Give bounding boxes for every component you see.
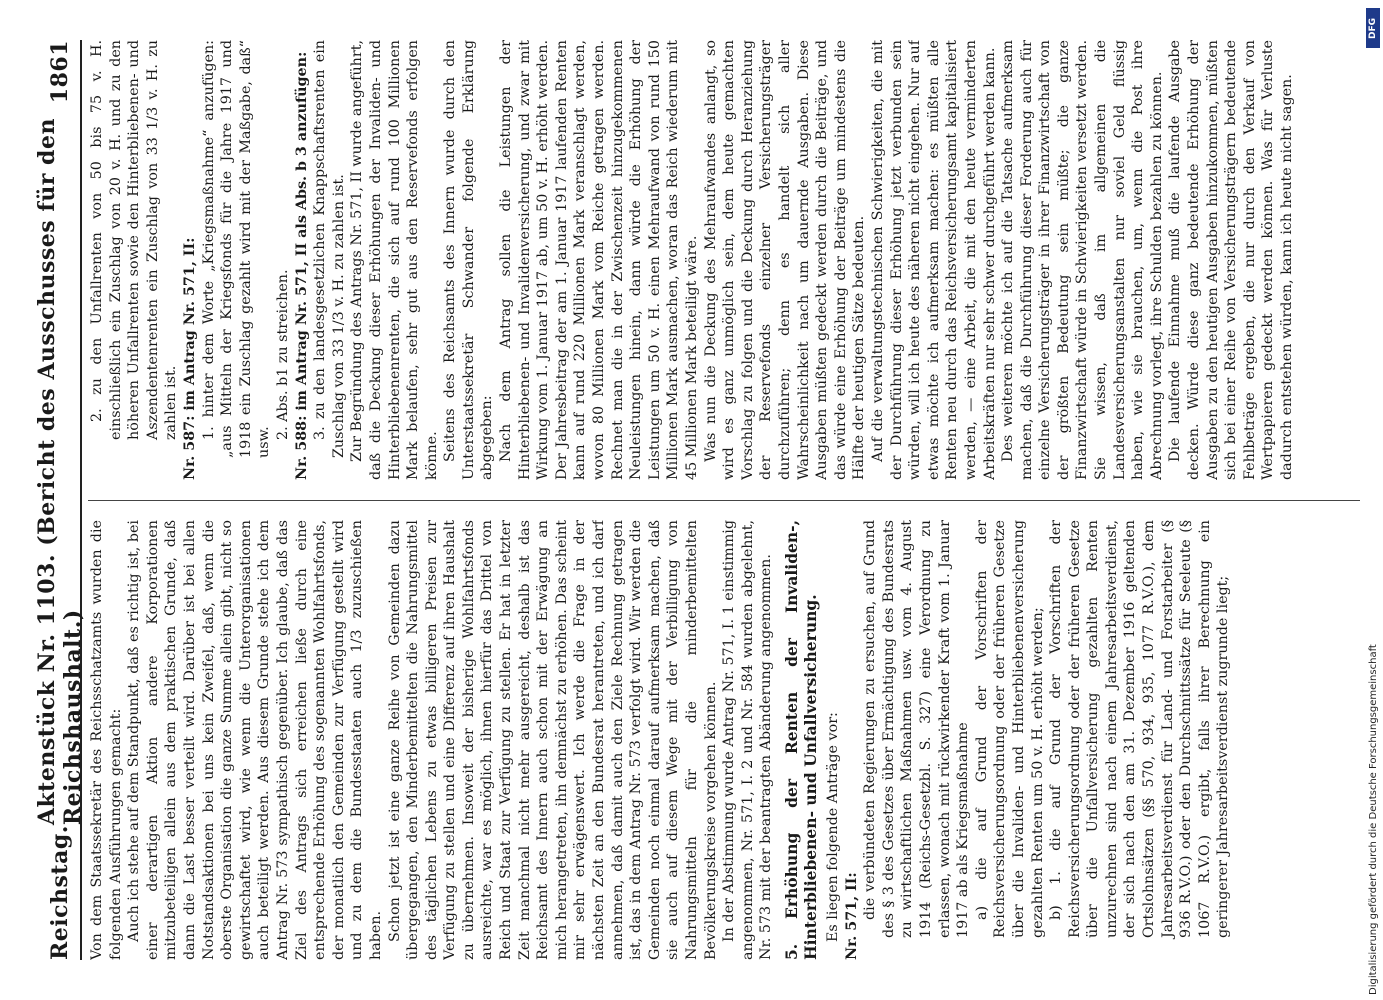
left-column: [88, 520, 1360, 960]
motion-588-ref: Nr. 588: im Antrag Nr. 571, II als Abs. b 3 anzufügen:: [293, 51, 310, 480]
paragraph: Schon jetzt ist eine ganze Reihe von Gemeinden dazu übergegangen, den Minderbemittelten die Nahrungsmittel des täglichen Lebens zu etwas billigeren Preisen zur Verfügung zu stellen und eine Differenz auf ihren Haushalt zu übernehmen. Insoweit der bisherige Wohlfahrtsfonds ausreichte, war es möglich, ihnen hierfür das Drittel von Reich und Staat zur Verfügung zu stellen. Er hat in letzter Zeit manchmal nicht mehr ausgereicht, deshalb ist das Reichsamt des Innern auch schon mit der Erwägung an mich herangetreten, ihn demnächst zu erhöhen. Das scheint mir sehr erwägenswert. Ich werde die Frage in der nächsten Zeit an den Bundesrat herantreten, und ich darf annehmen, daß damit auch den Ziele Rechnung getragen ist, das in dem Antrag Nr. 573 verfolgt wird. Wir werden die Gemeinden noch einmal darauf aufmerksam machen, daß sie auch auf diesem Wege mit der Verbilligung von Nahrungsmitteln für die minderbemittelten Bevölkerungskreise vorgehen können.: [386, 520, 719, 960]
header-left: Reichstag.: [47, 825, 73, 960]
dfg-logo: DFG: [1366, 8, 1380, 48]
motion-ref: Nr. 571, II:: [843, 872, 860, 960]
motion-text: die verbündeten Regierungen zu ersuchen, auf Grund des § 3 des Gesetzes über Ermächtigung des Bundesrats zu wirtschaftlichen Maßnahmen usw. vom 4. August 1914 (Reichs-Gesetzbl. S. 327) eine Verordnung zu erlassen, wonach mit rückwirkender Kraft vom 1. Januar 1917 ab als Kriegsmaßnahme: [862, 520, 972, 938]
paragraph: Was nun die Deckung des Mehraufwandes anlangt, so wird es ganz unmöglich sein, dem heute gemachten Vorschlag zu folgen und die Deckung durch Heranziehung der Reservefonds einzelner Versicherungsträger durchzuführen; denn es handelt sich aller Wahrscheinlichkeit nach um dauernde Ausgaben. Diese Ausgaben müßten gedeckt werden durch die Beiträge, und das würde eine Erhöhung der Beiträge um mindestens die Hälfte der heutigen Sätze bedeuten.: [702, 40, 868, 480]
header-center: Aktenstück Nr. 1103. (Bericht des Ausschusses für den Reichshaushalt.): [34, 118, 86, 826]
motion-588-3: 3. zu den landesgesetzlichen Knappschaftsrenten ein Zuschlag von 33 1/3 v. H. zu zahlen ist.: [312, 40, 347, 458]
motion-587-1: 1. hinter dem Worte „Kriegsmaßnahme“ anzufügen: „aus Mitteln der Kriegsfonds für die Jahre 1917 und 1918 ein Zuschlag gezahlt wird mit der Maßgabe, daß“ usw.: [200, 40, 273, 458]
page-header: [34, 40, 86, 960]
item-b2: 2. zu den Unfallrenten von 50 bis 75 v. H. einschließlich ein Zuschlag von 20 v. H. und zu den höheren Unfallrenten sowie den Hinterbliebenen- und Aszendentenrenten ein Zuschlag von 33 1/3 v. H. zu zahlen ist.: [89, 40, 180, 440]
digitization-note: Digitalisierung gefördert durch die Deutsche Forschungsgemeinschaft: [1368, 644, 1379, 995]
paragraph: Von dem Staatssekretär des Reichsschatzamts wurden die folgenden Ausführungen gemacht:: [89, 520, 124, 960]
page-number: 1861: [47, 40, 73, 104]
motion-587-2: 2. Abs. b1 zu streichen.: [274, 269, 291, 440]
intro: Es liegen folgende Anträge vor:: [824, 712, 841, 942]
paragraph: In der Abstimmung wurde Antrag Nr. 571, I. 1 einstimmig angenommen, Nr. 571, I. 2 und Nr. 584 wurden abgelehnt, Nr. 573 mit der beantragten Abänderung angenommen.: [721, 520, 775, 960]
rotated-sheet: [34, 40, 1360, 960]
column-divider: [88, 500, 1360, 501]
paragraph: Nach dem Antrag sollen die Leistungen der Hinterbliebenen- und Invalidenversicherung, und zwar mit Wirkung vom 1. Januar 1917 ab, um 50 v. H. erhöht werden. Der Jahresbeitrag der am 1. Januar 1917 laufenden Renten kann auf rund 220 Millionen Mark veranschlagt werden, wovon 80 Millionen Mark vom Reiche getragen werden. Rechnet man die in der Zwischenzeit hinzugekommenen Neuleistungen hinein, dann würde die Erhöhung der Leistungen um 50 v. H. einen Mehraufwand von rund 150 Millionen Mark ausmachen, woran das Reich wiederum mit 45 Millionen Mark beteiligt wäre.: [498, 40, 700, 480]
right-column: [88, 40, 1360, 480]
columns: [88, 40, 1360, 960]
paragraph: Des weiteren möchte ich auf die Tatsache aufmerksam machen, daß die Durchführung dieser Forderung auch für einzelne Versicherungsträger in ihrer Finanzwirtschaft von der größten Bedeutung sein müßte; die ganze Finanzwirtschaft würde in Schwierigkeiten versetzt werden. Sie wissen, daß im allgemeinen die Landesversicherungsanstalten nur soviel Geld flüssig haben, wie sie brauchen, um, wenn die Post ihre Abrechnung vorlegt, ihre Schulden bezahlen zu können.: [1000, 40, 1165, 480]
paragraph: Zur Begründung des Antrags Nr. 571, II wurde angeführt, daß die Deckung dieser Erhöhungen der Invaliden- und Hinterbliebenenrenten, die sich auf rund 100 Millionen Mark belaufen, sehr gut aus den Reservefonds erfolgen könne.: [349, 40, 440, 480]
item-a: a) die auf Grund der Vorschriften der Reichsversicherungsordnung oder der früheren Gesetze über die Invaliden- und Hinterbliebenenversicherung gezahlten Renten um 50 v. H. erhöht werden;: [973, 520, 1046, 938]
paragraph: Seitens des Reichsamts des Innern wurde durch den Unterstaatssekretär Schwander folgende Erklärung abgegeben:: [442, 40, 496, 480]
paragraph: Die laufende Einnahme muß die laufende Ausgabe decken. Würde diese ganz bedeutende Erhöhung der Ausgaben zu den heutigen Ausgaben hinzukommen, müßten sich bei einer Reihe von Versicherungsträgern bedeutende Fehlbeträge ergeben, die nur durch den Verkauf von Wertpapieren gedeckt werden können. Was für Verluste dadurch entstehen würden, kann ich heute nicht sagen.: [1167, 40, 1295, 480]
paragraph: Auch ich stehe auf dem Standpunkt, daß es richtig ist, bei einer derartigen Aktion andere Korporationen mitzubeteiligen allein aus dem praktischen Grunde, daß dann die Last besser verteilt wird. Darüber ist bei allen Notstandsaktionen bei uns kein Zweifel, daß, wenn die oberste Organisation die ganze Summe allein gibt, nicht so gewirtschaftet wird, wie wenn die Unterorganisationen auch beteiligt werden. Aus diesem Grunde stehe ich dem Antrag Nr. 573 sympathisch gegenüber. Ich glaube, daß das Ziel des Antrags sich erreichen ließe durch eine entsprechende Erhöhung des sogenannten Wohlfahrtsfonds, der monatlich den Gemeinden zur Verfügung gestellt wird und zu dem die Bundesstaaten auch 1/3 zuzuschießen haben.: [126, 520, 384, 960]
paragraph: Auf die verwaltungstechnischen Schwierigkeiten, die mit der Durchführung dieser Erhöhung jetzt verbunden sein würden, will ich heute des näheren nicht eingehen. Nur auf etwas möchte ich aufmerksam machen: es müßten alle Renten neu durch das Reichsversicherungsamt kapitalisiert werden, — eine Arbeit, die mit den heute verminderten Arbeitskräften nur sehr schwer durchgeführt werden kann.: [869, 40, 998, 480]
section-heading: 5. Erhöhung der Renten der Invaliden-, Hinterbliebenen- und Unfallversicherung.: [781, 520, 820, 960]
motion-587-ref: Nr. 587: im Antrag Nr. 571, II:: [181, 237, 198, 480]
item-b1: b) 1. die auf Grund der Vorschriften der Reichsversicherungsordnung oder der früheren Gesetze über die Unfallversicherung gezahlten Renten unzurechnen sind nach einem Jahresarbeitsverdienst, der sich nach den am 31. Dezember 1916 geltenden Ortslohnsätzen (§§ 570, 934, 935, 1077 R.V.O.), dem Jahresarbeitsverdienst für Land- und Forstarbeiter (§ 936 R.V.O.) oder den Durchschnittssätze für Seeleute (§ 1067 R.V.O.) ergibt, falls ihrer Berechnung ein geringerer Jahresarbeitsverdienst zugrunde liegt;: [1048, 520, 1232, 938]
